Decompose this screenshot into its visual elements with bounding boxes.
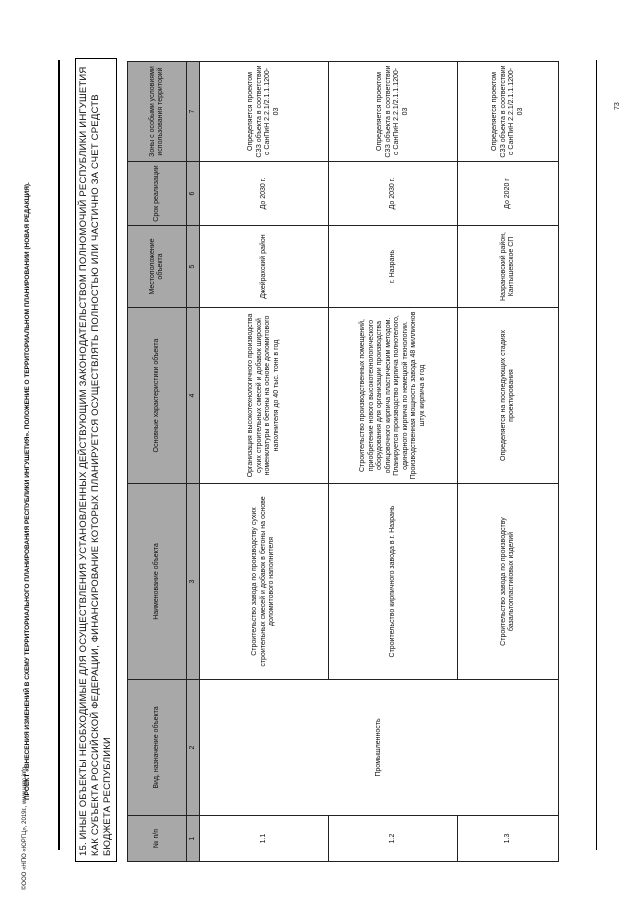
header-location: Местоположение объекта	[128, 226, 187, 308]
row-num: 1.2	[329, 816, 458, 862]
col-number: 3	[187, 484, 200, 680]
row-term: До 2030 г.	[329, 162, 458, 226]
row-location: г. Назрань	[329, 226, 458, 308]
page-footer: ©ООО «НПО «ЮРГЦ», 2019г., www.urgc.info	[22, 766, 28, 890]
col-number: 1	[187, 816, 200, 862]
header-rule	[58, 60, 60, 850]
row-num: 1.1	[200, 816, 329, 862]
footer-rule	[596, 60, 597, 850]
row-characteristics: Строительство производственных помещений, приобретение нового высокотехнологического оборудования для организации производства облицовочного кирпича пластическим методом. Планируется производство кирпича полнотелого, одинарного кирпича по немецкой технологии. Производственная мощность завода 48 миллионов штук кирпича в год	[329, 308, 458, 484]
header-zones: Зоны с особыми условиями использования территорий	[128, 62, 187, 162]
header-term: Срок реализации	[128, 162, 187, 226]
table-row	[200, 62, 329, 862]
row-name: Строительство завода по производству сухих строительных смесей и добавок в бетоны на основе доломитового наполнителя	[200, 484, 329, 680]
row-term: До 2020 г	[458, 162, 559, 226]
row-num: 1.3	[458, 816, 559, 862]
row-term: До 2030 г.	[200, 162, 329, 226]
objects-table	[127, 61, 559, 862]
row-characteristics: Организация высокотехнологичного производства сухих строительных смесей и добавок широкой номенклатуры в бетоны на основе доломитового наполнителя до 40 тыс. тонн в год	[200, 308, 329, 484]
row-location: Джейрахский район	[200, 226, 329, 308]
row-name: Строительство кирпичного завода в г. Назрань	[329, 484, 458, 680]
header-type: Вид, назначение объекта	[128, 680, 187, 816]
row-zones: Определяется проектом СЗЗ объекта в соответствии с СанПиН 2.2.1/2.1.1.1200-03	[458, 62, 559, 162]
page-number: 73	[614, 102, 621, 110]
header-num: № п/п	[128, 816, 187, 862]
section-title: 15. ИНЫЕ ОБЪЕКТЫ НЕОБХОДИМЫЕ ДЛЯ ОСУЩЕСТВЛЕНИЯ УСТАНОВЛЕННЫХ ДЕЙСТВУЮЩИМ ЗАКОНОДАТЕЛЬСТВОМ ПОЛНОМОЧИЙ РЕСПУБЛИКИ ИНГУШЕТИЯ КАК СУБЪЕКТА РОССИЙСКОЙ ФЕДЕРАЦИИ, ФИНАНСИРОВАНИЕ КОТОРЫХ ПЛАНИРУЕТСЯ ОСУЩЕСТВЛЯТЬ ПОЛНОСТЬЮ ИЛИ ЧАСТИЧНО ЗА СЧЕТ СРЕДСТВ БЮДЖЕТА РЕСПУБЛИКИ	[75, 58, 117, 862]
row-zones: Определяется проектом СЗЗ объекта в соответствии с СанПиН 2.2.1/2.1.1.1200-03	[200, 62, 329, 162]
col-number: 2	[187, 680, 200, 816]
col-number: 6	[187, 162, 200, 226]
row-name: Строительство завода по производству базальтопластиковых изделий	[458, 484, 559, 680]
row-location: Назрановский район, Кантышевское СП	[458, 226, 559, 308]
header-characteristics: Основные характеристики объекта	[128, 308, 187, 484]
col-number: 4	[187, 308, 200, 484]
page-header: ПРОЕКТ «ВНЕСЕНИЯ ИЗМЕНЕНИЙ В СХЕМУ ТЕРРИТОРИАЛЬНОГО ПЛАНИРОВАНИЯ РЕСПУБЛИКИ ИНГУШЕТИЯ». ПОЛОЖЕНИЕ О ТЕРРИТОРИАЛЬНОМ ПЛАНИРОВАНИИ (НОВАЯ РЕДАКЦИЯ).	[24, 182, 31, 800]
category-cell: Промышленность	[200, 680, 559, 816]
row-characteristics: Определяется на последующих стадиях проектирования	[458, 308, 559, 484]
row-zones: Определяется проектом СЗЗ объекта в соответствии с СанПиН 2.2.1/2.1.1.1200-03	[329, 62, 458, 162]
rotated-page-content	[75, 62, 585, 862]
col-number: 7	[187, 62, 200, 162]
table-header-row	[128, 62, 187, 862]
col-number: 5	[187, 226, 200, 308]
table-number-row	[187, 62, 200, 862]
header-name: Наименование объекта	[128, 484, 187, 680]
